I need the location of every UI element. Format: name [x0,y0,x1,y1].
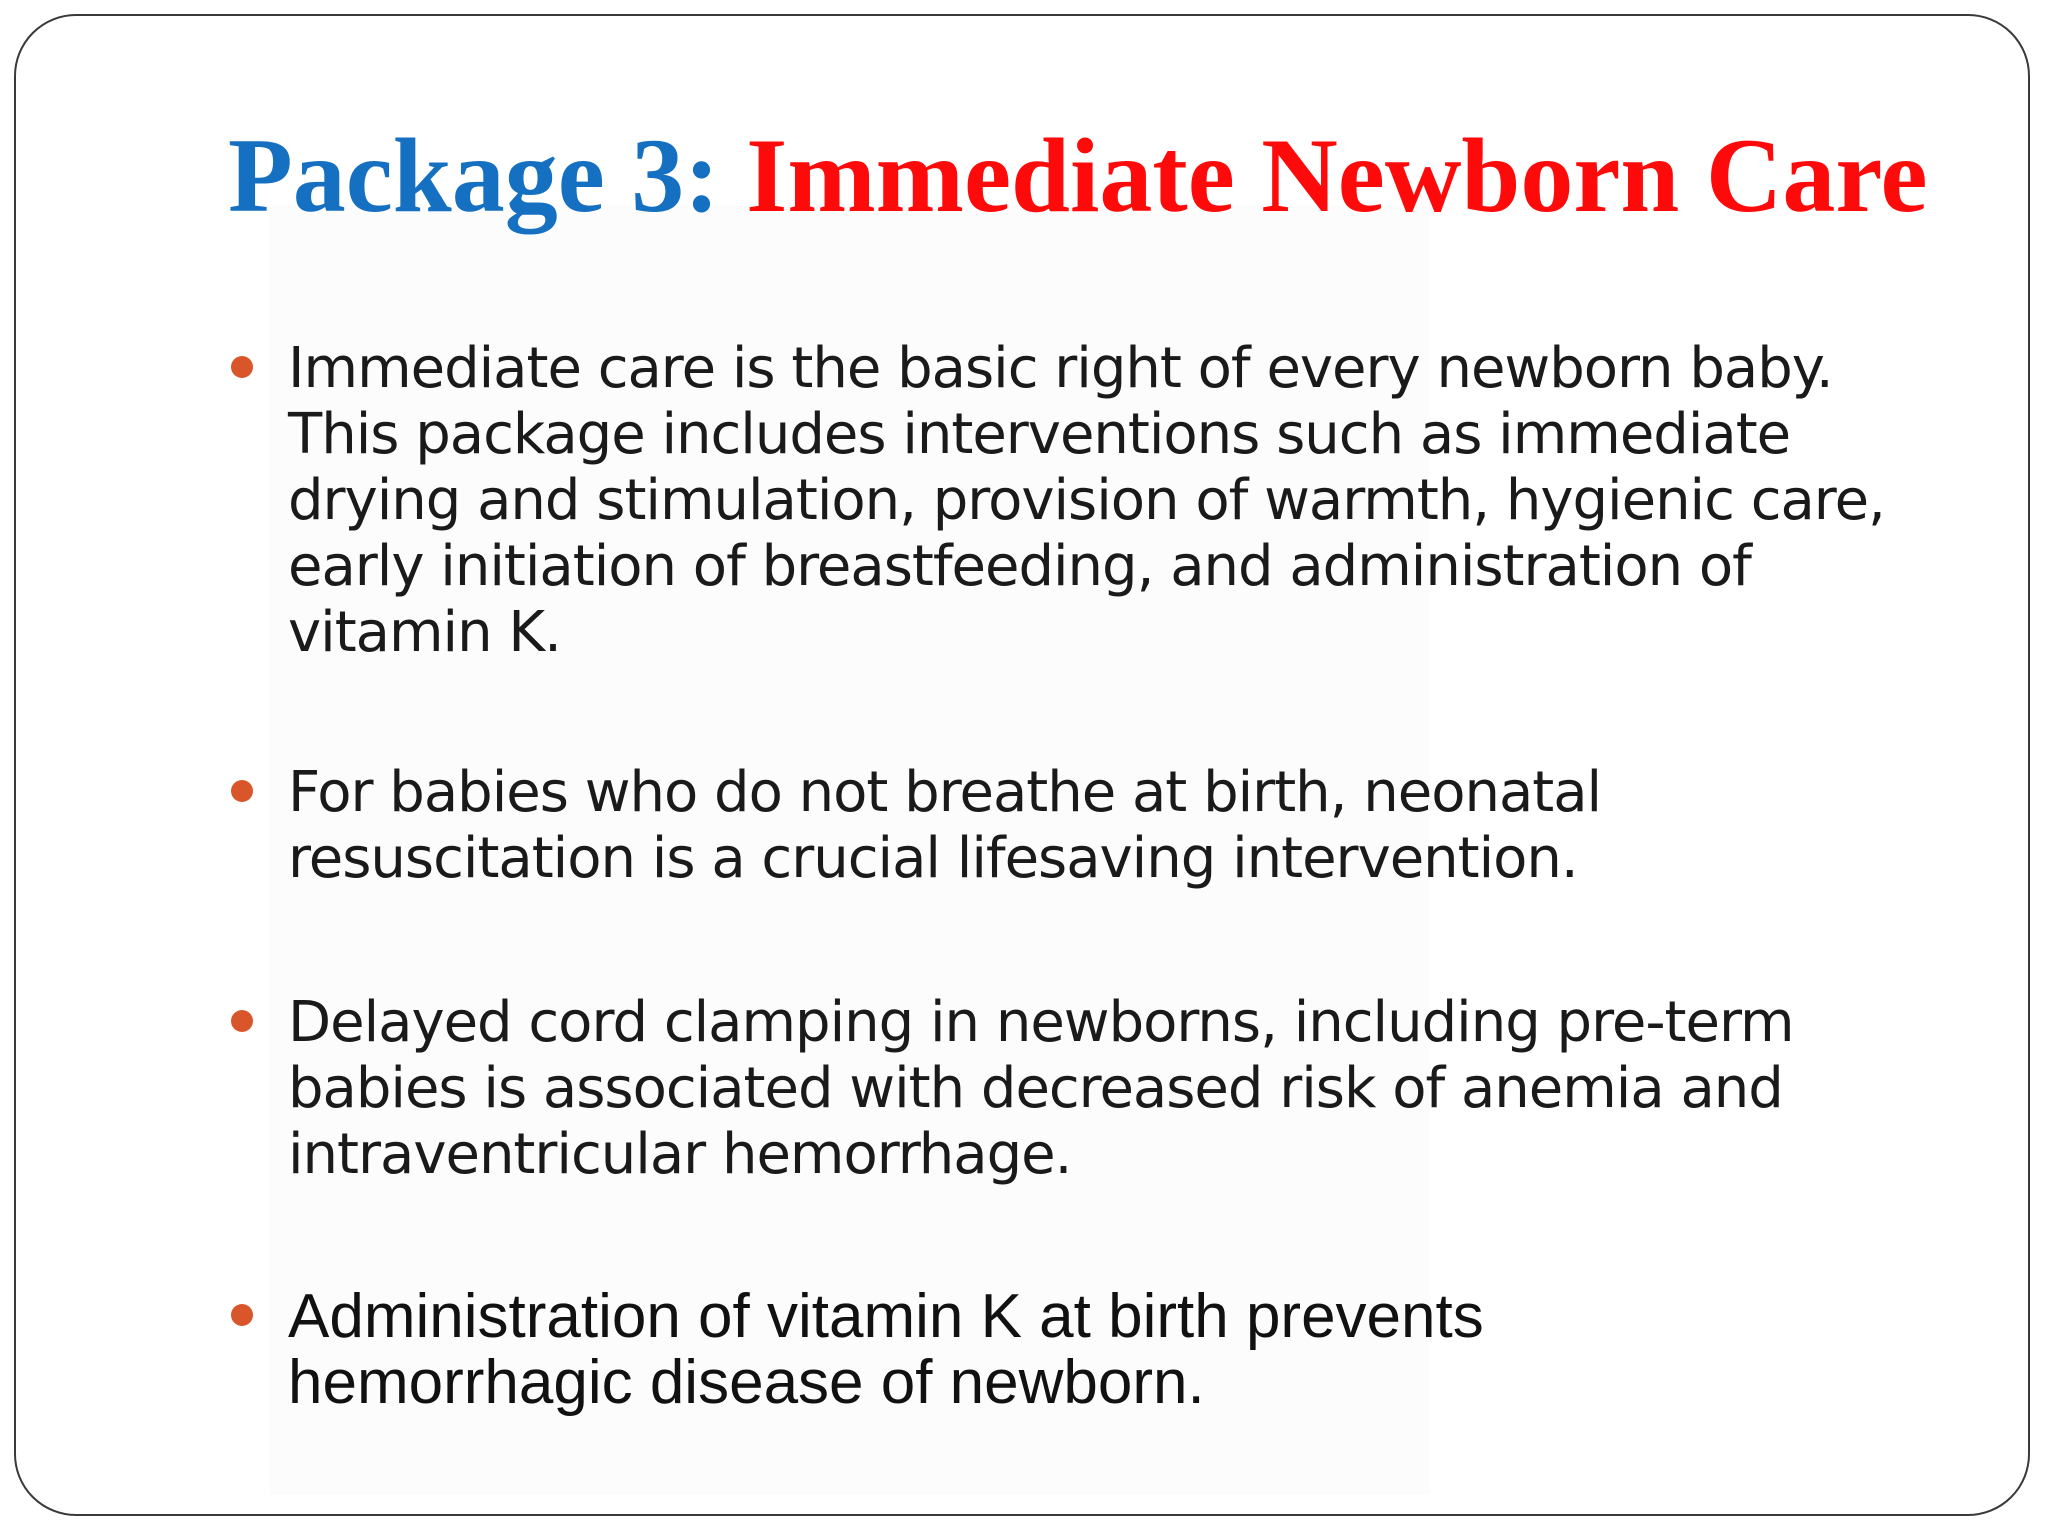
bullet-line: resuscitation is a crucial lifesaving intervention. [288,826,1578,891]
bullet-text-2 [288,760,1928,892]
bullet-dot-icon [231,780,253,802]
bullet-line: drying and stimulation, provision of warmth, hygienic care, [288,468,1885,533]
slide-title [228,118,1928,235]
bullet-line: Delayed cord clamping in newborns, including pre-term [288,990,1794,1055]
bullet-line: babies is associated with decreased risk of anemia and [288,1056,1783,1121]
bullet-line: For babies who do not breathe at birth, neonatal [288,760,1602,825]
title-prefix: Package 3: [228,117,720,234]
bullet-line: early initiation of breastfeeding, and administration of [288,534,1751,599]
bullet-text-1 [288,336,1928,666]
bullet-dot-icon [231,356,253,378]
bullet-line: Immediate care is the basic right of every newborn baby. [288,336,1833,401]
bullet-text-3 [288,990,1928,1188]
bullet-dot-icon [231,1304,253,1326]
bullet-text-4 [288,1284,1928,1416]
bullet-line: hemorrhagic disease of newborn. [288,1348,1205,1417]
bullet-dot-icon [231,1010,253,1032]
title-main: Immediate Newborn Care [746,117,1928,234]
bullet-line: This package includes interventions such as immediate [288,402,1791,467]
bullet-line: vitamin K. [288,600,561,665]
bullet-line: Administration of vitamin K at birth prevents [288,1282,1484,1351]
bullet-line: intraventricular hemorrhage. [288,1122,1072,1187]
